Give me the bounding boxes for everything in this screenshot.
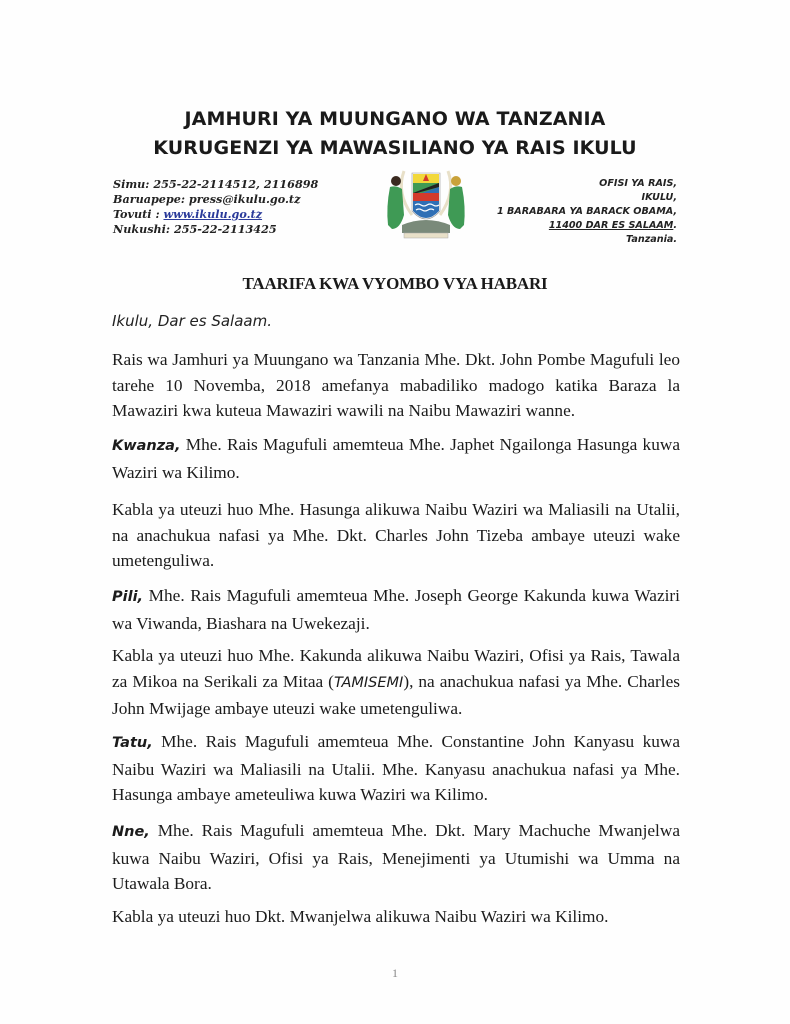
emblem-ribbon [404,233,448,238]
postal-city: 11400 DAR ES SALAAM. [548,220,677,231]
emblem-man-head [391,176,401,186]
emblem-woman-body [448,186,465,229]
website-line [113,207,318,222]
paragraph-lead: Tatu, [112,735,153,751]
paragraph-pili: Pili, Mhe. Rais Magufuli amemteua Mhe. Joseph George Kakunda kuwa Waziri wa Viwanda, Biashara na Uwekezaji. [112,586,680,633]
website-label: Tovuti : [113,207,164,221]
office-building: IKULU, [641,192,677,203]
email-address: Baruapepe: press@ikulu.go.tz [113,192,301,206]
office-name: OFISI YA RAIS, [599,178,677,189]
tanzania-coat-of-arms-icon [382,163,470,241]
paragraph-pili-detail: Kabla ya uteuzi huo Mhe. Kakunda alikuwa Naibu Waziri, Ofisi ya Rais, Tawala za Mikoa na Serikali za Mitaa (TAMISEMI), na anachukua nafasi ya Mhe. Charles John Mwijage ambaye uteuzi wake umetenguliwa. [112,646,680,718]
emblem-woman-head [451,176,461,186]
phone-number: Simu: 255-22-2114512, 2116898 [113,177,319,191]
contact-block-left [113,177,318,237]
press-release-heading: TAARIFA KWA VYOMBO VYA HABARI [242,274,548,293]
emblem-red-band [413,193,439,201]
fax-number: Nukushi: 255-22-2113425 [113,222,277,236]
paragraph-tatu: Tatu, Mhe. Rais Magufuli amemteua Mhe. Constantine John Kanyasu kuwa Naibu Waziri wa Maliasili na Utalii. Mhe. Kanyasu anachukua nafasi ya Mhe. Hasunga ambaye ameteuliwa kuwa Waziri wa Kilimo. [112,732,680,804]
postal-city-underlined: 11400 DAR ES SALAAM [548,220,674,231]
emblem-mount [402,220,450,233]
dateline: Ikulu, Dar es Salaam. [112,312,272,330]
street-address: 1 BARABARA YA BARACK OBAMA, [496,206,677,217]
paragraph-intro: Rais wa Jamhuri ya Muungano wa Tanzania Mhe. Dkt. John Pombe Magufuli leo tarehe 10 Novemba, 2018 amefanya mabadiliko madogo katika Baraza la Mawaziri kwa kuteua Mawaziri wawili na Naibu Mawaziri wanne. [112,350,680,420]
abbreviation-tamisemi: TAMISEMI [333,674,404,691]
paragraph-kwanza-detail: Kabla ya uteuzi huo Mhe. Hasunga alikuwa Naibu Waziri wa Maliasili na Utalii, na anachukua nafasi ya Mhe. Dkt. Charles John Tizeba ambaye uteuzi wake umetenguliwa. [112,500,680,570]
paragraph-lead: Pili, [112,589,144,605]
paragraph-lead: Nne, [112,824,150,840]
paragraph-nne-detail: Kabla ya uteuzi huo Dkt. Mwanjelwa alikuwa Naibu Waziri wa Kilimo. [112,907,609,926]
country: Tanzania. [625,234,677,245]
paragraph-lead: Kwanza, [112,438,181,454]
document-title-line1: JAMHURI YA MUUNGANO WA TANZANIA [184,108,606,130]
emblem-man-body [387,186,404,229]
contact-block-right [497,177,677,247]
website-link[interactable]: www.ikulu.go.tz [163,207,263,221]
page-number: 1 [392,966,398,980]
paragraph-kwanza: Kwanza, Mhe. Rais Magufuli amemteua Mhe. Japhet Ngailonga Hasunga kuwa Waziri wa Kilimo. [112,435,680,482]
paragraph-nne: Nne, Mhe. Rais Magufuli amemteua Mhe. Dkt. Mary Machuche Mwanjelwa kuwa Naibu Waziri, Ofisi ya Rais, Menejimenti ya Utumishi wa Umma na Utawala Bora. [112,821,680,893]
document-title-line2: KURUGENZI YA MAWASILIANO YA RAIS IKULU [153,137,637,159]
